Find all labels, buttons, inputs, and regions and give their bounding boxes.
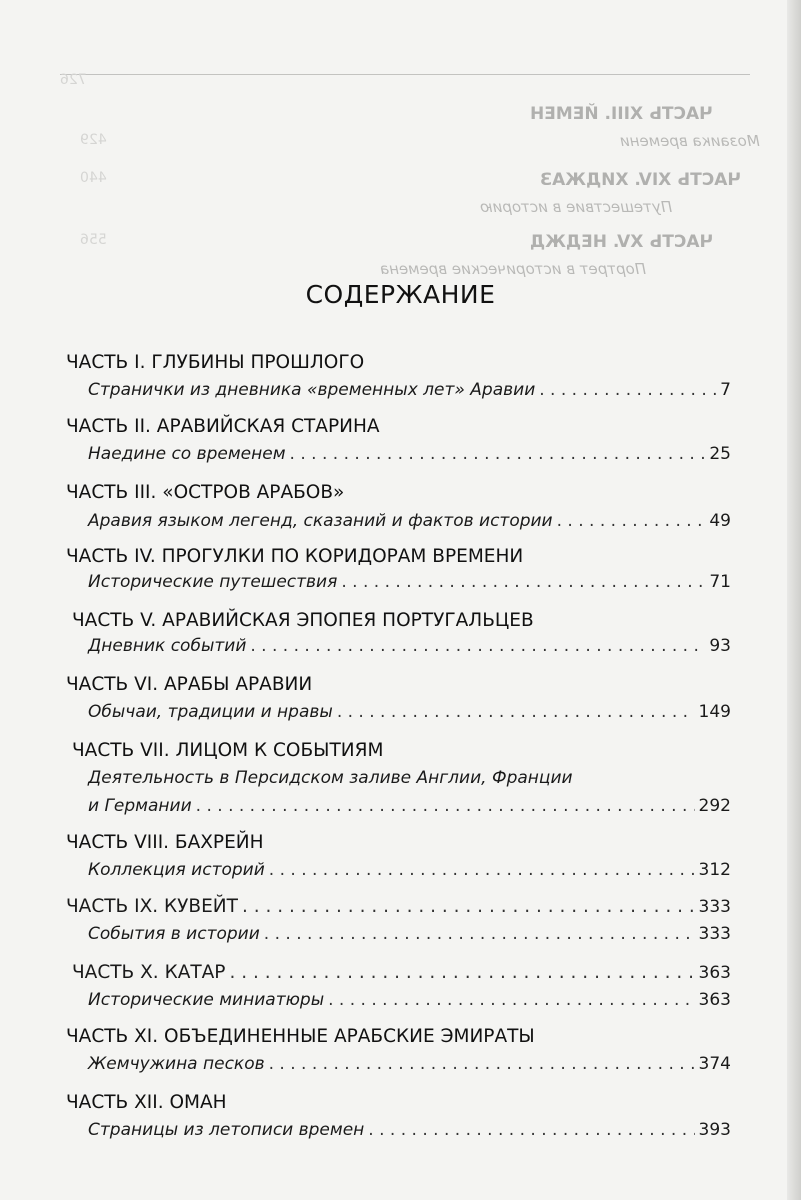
leader-dots [196,796,695,816]
toc-title: СОДЕРЖАНИЕ [305,280,496,309]
ghost-text: Портрет в исторические времена [380,260,647,278]
ghost-text: 440 [80,170,107,186]
toc-subtitle: Деятельность в Персидском заливе Англии, Франции [88,768,573,788]
page-number: 333 [698,897,731,917]
leader-dots [229,962,694,983]
page-number: 363 [698,990,731,1010]
toc-part-title: ЧАСТЬ III. «ОСТРОВ АРАБОВ» [66,482,345,503]
toc-entry [88,1120,731,1140]
toc-subtitle: Исторические миниатюры [88,990,325,1010]
page-number: 363 [698,963,731,983]
page-number: 149 [698,702,731,722]
ghost-text: ЧАСТЬ XIV. ХИДЖАЗ [540,170,742,190]
leader-dots [539,380,716,400]
toc-entry-line [88,768,731,788]
toc-part-title: ЧАСТЬ IV. ПРОГУЛКИ ПО КОРИДОРАМ ВРЕМЕНИ [66,546,524,567]
toc-part-title: ЧАСТЬ VIII. БАХРЕЙН [66,832,264,853]
toc-part-title: ЧАСТЬ XI. ОБЪЕДИНЕННЫЕ АРАБСКИЕ ЭМИРАТЫ [66,1026,535,1047]
toc-entry [88,796,731,816]
ghost-text: ЧАСТЬ XIII. ЙЕМЕН [530,104,713,124]
leader-dots [290,444,706,464]
toc-subtitle: Наедине со временем [88,444,286,464]
ghost-text: 556 [80,232,107,248]
ghost-text: Путешествие в историю [480,198,673,216]
toc-entry [88,636,731,656]
toc-subtitle: Страницы из летописи времен [88,1120,365,1140]
toc-subtitle: Дневник событий [88,636,247,656]
leader-dots [264,924,695,944]
page-number: 93 [709,636,731,656]
ghost-rule [60,74,750,75]
toc-entry [88,860,731,880]
toc-part-entry [66,896,731,917]
ghost-text: Мозаика времени [620,132,760,150]
leader-dots [250,636,705,656]
toc-part-title: ЧАСТЬ II. АРАВИЙСКАЯ СТАРИНА [66,416,380,437]
page-number: 7 [720,380,731,400]
toc-subtitle: Жемчужина песков [88,1054,265,1074]
toc-part-title: ЧАСТЬ VI. АРАБЫ АРАВИИ [66,674,313,695]
page-number: 49 [709,511,731,531]
ghost-text: ЧАСТЬ XV. НЕДЖД [530,232,714,252]
page-number: 393 [698,1120,731,1140]
page-number: 25 [709,444,731,464]
page-number: 374 [698,1054,731,1074]
toc-subtitle: и Германии [88,796,192,816]
toc-part-title: ЧАСТЬ V. АРАВИЙСКАЯ ЭПОПЕЯ ПОРТУГАЛЬЦЕВ [72,610,534,631]
toc-entry [88,444,731,464]
leader-dots [368,1120,694,1140]
page-number: 71 [709,572,731,592]
toc-subtitle: События в истории [88,924,260,944]
leader-dots [557,511,706,531]
ghost-text: 726 [60,72,87,88]
toc-part-title: ЧАСТЬ VII. ЛИЦОМ К СОБЫТИЯМ [72,740,384,761]
page-number: 333 [698,924,731,944]
toc-part-title: ЧАСТЬ XII. ОМАН [66,1092,227,1113]
page-edge [787,0,801,1200]
leader-dots [242,896,695,917]
toc-entry [88,380,731,400]
toc-part-title: ЧАСТЬ X. КАТАР [72,962,226,983]
toc-entry [88,990,731,1010]
leader-dots [328,990,694,1010]
toc-entry [88,511,731,531]
leader-dots [337,702,695,722]
toc-subtitle: Исторические путешествия [88,572,338,592]
toc-entry [88,1054,731,1074]
leader-dots [341,572,705,592]
toc-entry [88,702,731,722]
toc-part-title: ЧАСТЬ I. ГЛУБИНЫ ПРОШЛОГО [66,352,365,373]
page-number: 292 [698,796,731,816]
ghost-text: 429 [80,132,107,148]
toc-entry [88,924,731,944]
toc-subtitle: Коллекция историй [88,860,265,880]
toc-subtitle: Обычаи, традиции и нравы [88,702,333,722]
page-number: 312 [698,860,731,880]
leader-dots [269,860,695,880]
toc-part-title: ЧАСТЬ IX. КУВЕЙТ [66,896,238,917]
toc-entry [88,572,731,592]
toc-subtitle: Странички из дневника «временных лет» Аравии [88,380,536,400]
toc-subtitle: Аравия языком легенд, сказаний и фактов истории [88,511,553,531]
leader-dots [269,1054,695,1074]
toc-part-entry [72,962,731,983]
